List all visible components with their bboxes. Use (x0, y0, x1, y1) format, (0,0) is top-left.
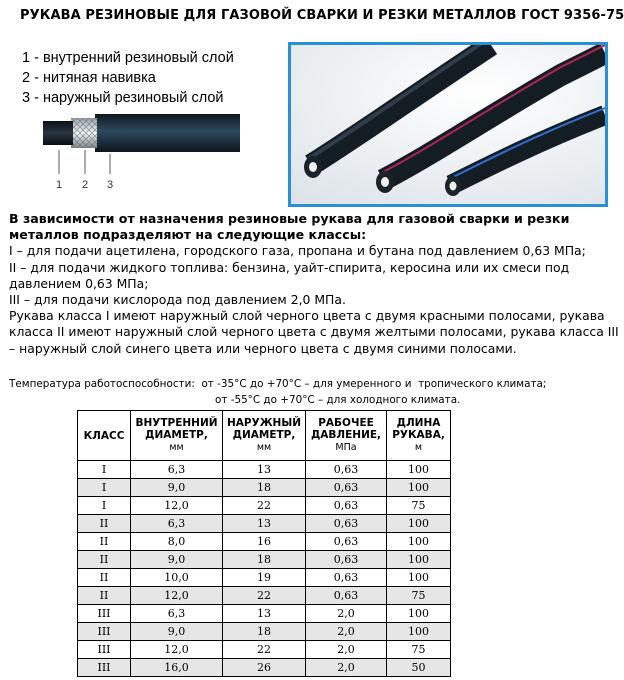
cell-inner-diameter: 8,0 (131, 533, 223, 551)
temperature-line-1: Температура работоспособности: от -35°С до +70°С – для умеренного и тропического климата; (9, 378, 547, 390)
table-row (78, 641, 451, 659)
cell-length: 50 (387, 659, 451, 677)
table-row (78, 659, 451, 677)
layer-legend (22, 48, 234, 108)
cell-outer-diameter: 16 (223, 533, 306, 551)
cell-pressure: 2,0 (306, 605, 387, 623)
cell-length: 75 (387, 641, 451, 659)
header-working-pressure: РАБОЧЕЕ ДАВЛЕНИЕ, МПа (306, 411, 387, 461)
cell-pressure: 0,63 (306, 533, 387, 551)
cell-inner-diameter: 10,0 (131, 569, 223, 587)
cell-pressure: 0,63 (306, 551, 387, 569)
cell-class: II (78, 551, 131, 569)
header-outer-diameter: НАРУЖНЫЙ ДИАМЕТР, мм (223, 411, 306, 461)
temperature-range (9, 376, 546, 408)
cell-pressure: 0,63 (306, 479, 387, 497)
inner-layer-shape (43, 121, 73, 145)
cell-outer-diameter: 22 (223, 497, 306, 515)
header-hose-length: ДЛИНА РУКАВА, м (387, 411, 451, 461)
outer-layer-shape (95, 114, 240, 152)
cell-pressure: 0,63 (306, 497, 387, 515)
hose-photo-illustration (291, 45, 605, 204)
legend-item-inner-layer: 1 - внутренний резиновый слой (22, 50, 234, 66)
header-inner-diameter: ВНУТРЕННИЙ ДИАМЕТР, мм (131, 411, 223, 461)
cell-inner-diameter: 12,0 (131, 497, 223, 515)
cell-class: III (78, 641, 131, 659)
table-row (78, 623, 451, 641)
cell-class: II (78, 533, 131, 551)
table-row (78, 551, 451, 569)
class-2-description: II – для подачи жидкого топлива: бензина, уайт-спирита, керосина или их смеси под давлением 0,63 МПа; (9, 259, 570, 291)
cell-length: 100 (387, 605, 451, 623)
cell-inner-diameter: 12,0 (131, 641, 223, 659)
cell-outer-diameter: 18 (223, 479, 306, 497)
cell-outer-diameter: 13 (223, 515, 306, 533)
table-row (78, 515, 451, 533)
classes-description (9, 211, 621, 357)
cell-class: II (78, 569, 131, 587)
cell-class: I (78, 479, 131, 497)
cell-outer-diameter: 22 (223, 641, 306, 659)
table-row (78, 533, 451, 551)
cell-inner-diameter: 9,0 (131, 479, 223, 497)
cell-inner-diameter: 9,0 (131, 551, 223, 569)
cell-length: 100 (387, 461, 451, 479)
cell-length: 100 (387, 623, 451, 641)
table-row (78, 605, 451, 623)
cell-pressure: 2,0 (306, 641, 387, 659)
color-marking-description: Рукава класса I имеют наружный слой черного цвета с двумя красными полосами, рукава класса II имеют наружный слой черного цвета с двумя желтыми полосами, рукава класса III – наружный слой синего цвета или черного цвета с двумя синими полосами. (9, 308, 619, 356)
cell-length: 100 (387, 569, 451, 587)
cell-inner-diameter: 16,0 (131, 659, 223, 677)
temperature-line-2: от -55°С до +70°С – для холодного климата. (215, 394, 461, 406)
hose-photo (288, 42, 608, 207)
hose-spec-table (77, 410, 451, 677)
cell-class: II (78, 515, 131, 533)
cell-class: III (78, 623, 131, 641)
diagram-label-2: 2 (82, 179, 89, 191)
legend-item-outer-layer: 3 - наружный резиновый слой (22, 90, 224, 106)
table-row (78, 569, 451, 587)
cell-class: III (78, 659, 131, 677)
cell-length: 100 (387, 551, 451, 569)
table-row (78, 587, 451, 605)
cell-inner-diameter: 6,3 (131, 515, 223, 533)
cell-length: 100 (387, 479, 451, 497)
class-1-description: I – для подачи ацетилена, городского газа, пропана и бутана под давлением 0,63 МПа; (9, 243, 586, 259)
cell-pressure: 0,63 (306, 569, 387, 587)
cell-class: III (78, 605, 131, 623)
cell-outer-diameter: 19 (223, 569, 306, 587)
cell-inner-diameter: 6,3 (131, 605, 223, 623)
diagram-label-3: 3 (107, 179, 114, 191)
cell-outer-diameter: 26 (223, 659, 306, 677)
cell-inner-diameter: 9,0 (131, 623, 223, 641)
cell-inner-diameter: 6,3 (131, 461, 223, 479)
cell-class: I (78, 497, 131, 515)
page-title: РУКАВА РЕЗИНОВЫЕ ДЛЯ ГАЗОВОЙ СВАРКИ И РЕЗКИ МЕТАЛЛОВ ГОСТ 9356-75 (20, 8, 624, 23)
cell-length: 100 (387, 533, 451, 551)
legend-item-thread-braid: 2 - нитяная навивка (22, 70, 156, 86)
cell-outer-diameter: 13 (223, 605, 306, 623)
class-3-description: III – для подачи кислорода под давлением 2,0 МПа. (9, 292, 346, 308)
cell-outer-diameter: 13 (223, 461, 306, 479)
classes-heading: В зависимости от назначения резиновые рукава для газовой сварки и резки металлов подразделяют на следующие классы: (9, 211, 570, 243)
cell-pressure: 2,0 (306, 659, 387, 677)
table-row (78, 479, 451, 497)
cell-pressure: 2,0 (306, 623, 387, 641)
cell-class: I (78, 461, 131, 479)
cell-outer-diameter: 22 (223, 587, 306, 605)
table-row (78, 461, 451, 479)
cell-outer-diameter: 18 (223, 623, 306, 641)
cell-pressure: 0,63 (306, 587, 387, 605)
cell-length: 75 (387, 587, 451, 605)
diagram-label-1: 1 (56, 179, 63, 191)
cell-pressure: 0,63 (306, 515, 387, 533)
header-class: КЛАСС (78, 411, 131, 461)
cell-length: 100 (387, 515, 451, 533)
cell-pressure: 0,63 (306, 461, 387, 479)
cell-inner-diameter: 12,0 (131, 587, 223, 605)
cell-length: 75 (387, 497, 451, 515)
cell-outer-diameter: 18 (223, 551, 306, 569)
table-header-row (78, 411, 451, 461)
hose-cross-section-diagram (35, 112, 245, 197)
cell-class: II (78, 587, 131, 605)
table-row (78, 497, 451, 515)
